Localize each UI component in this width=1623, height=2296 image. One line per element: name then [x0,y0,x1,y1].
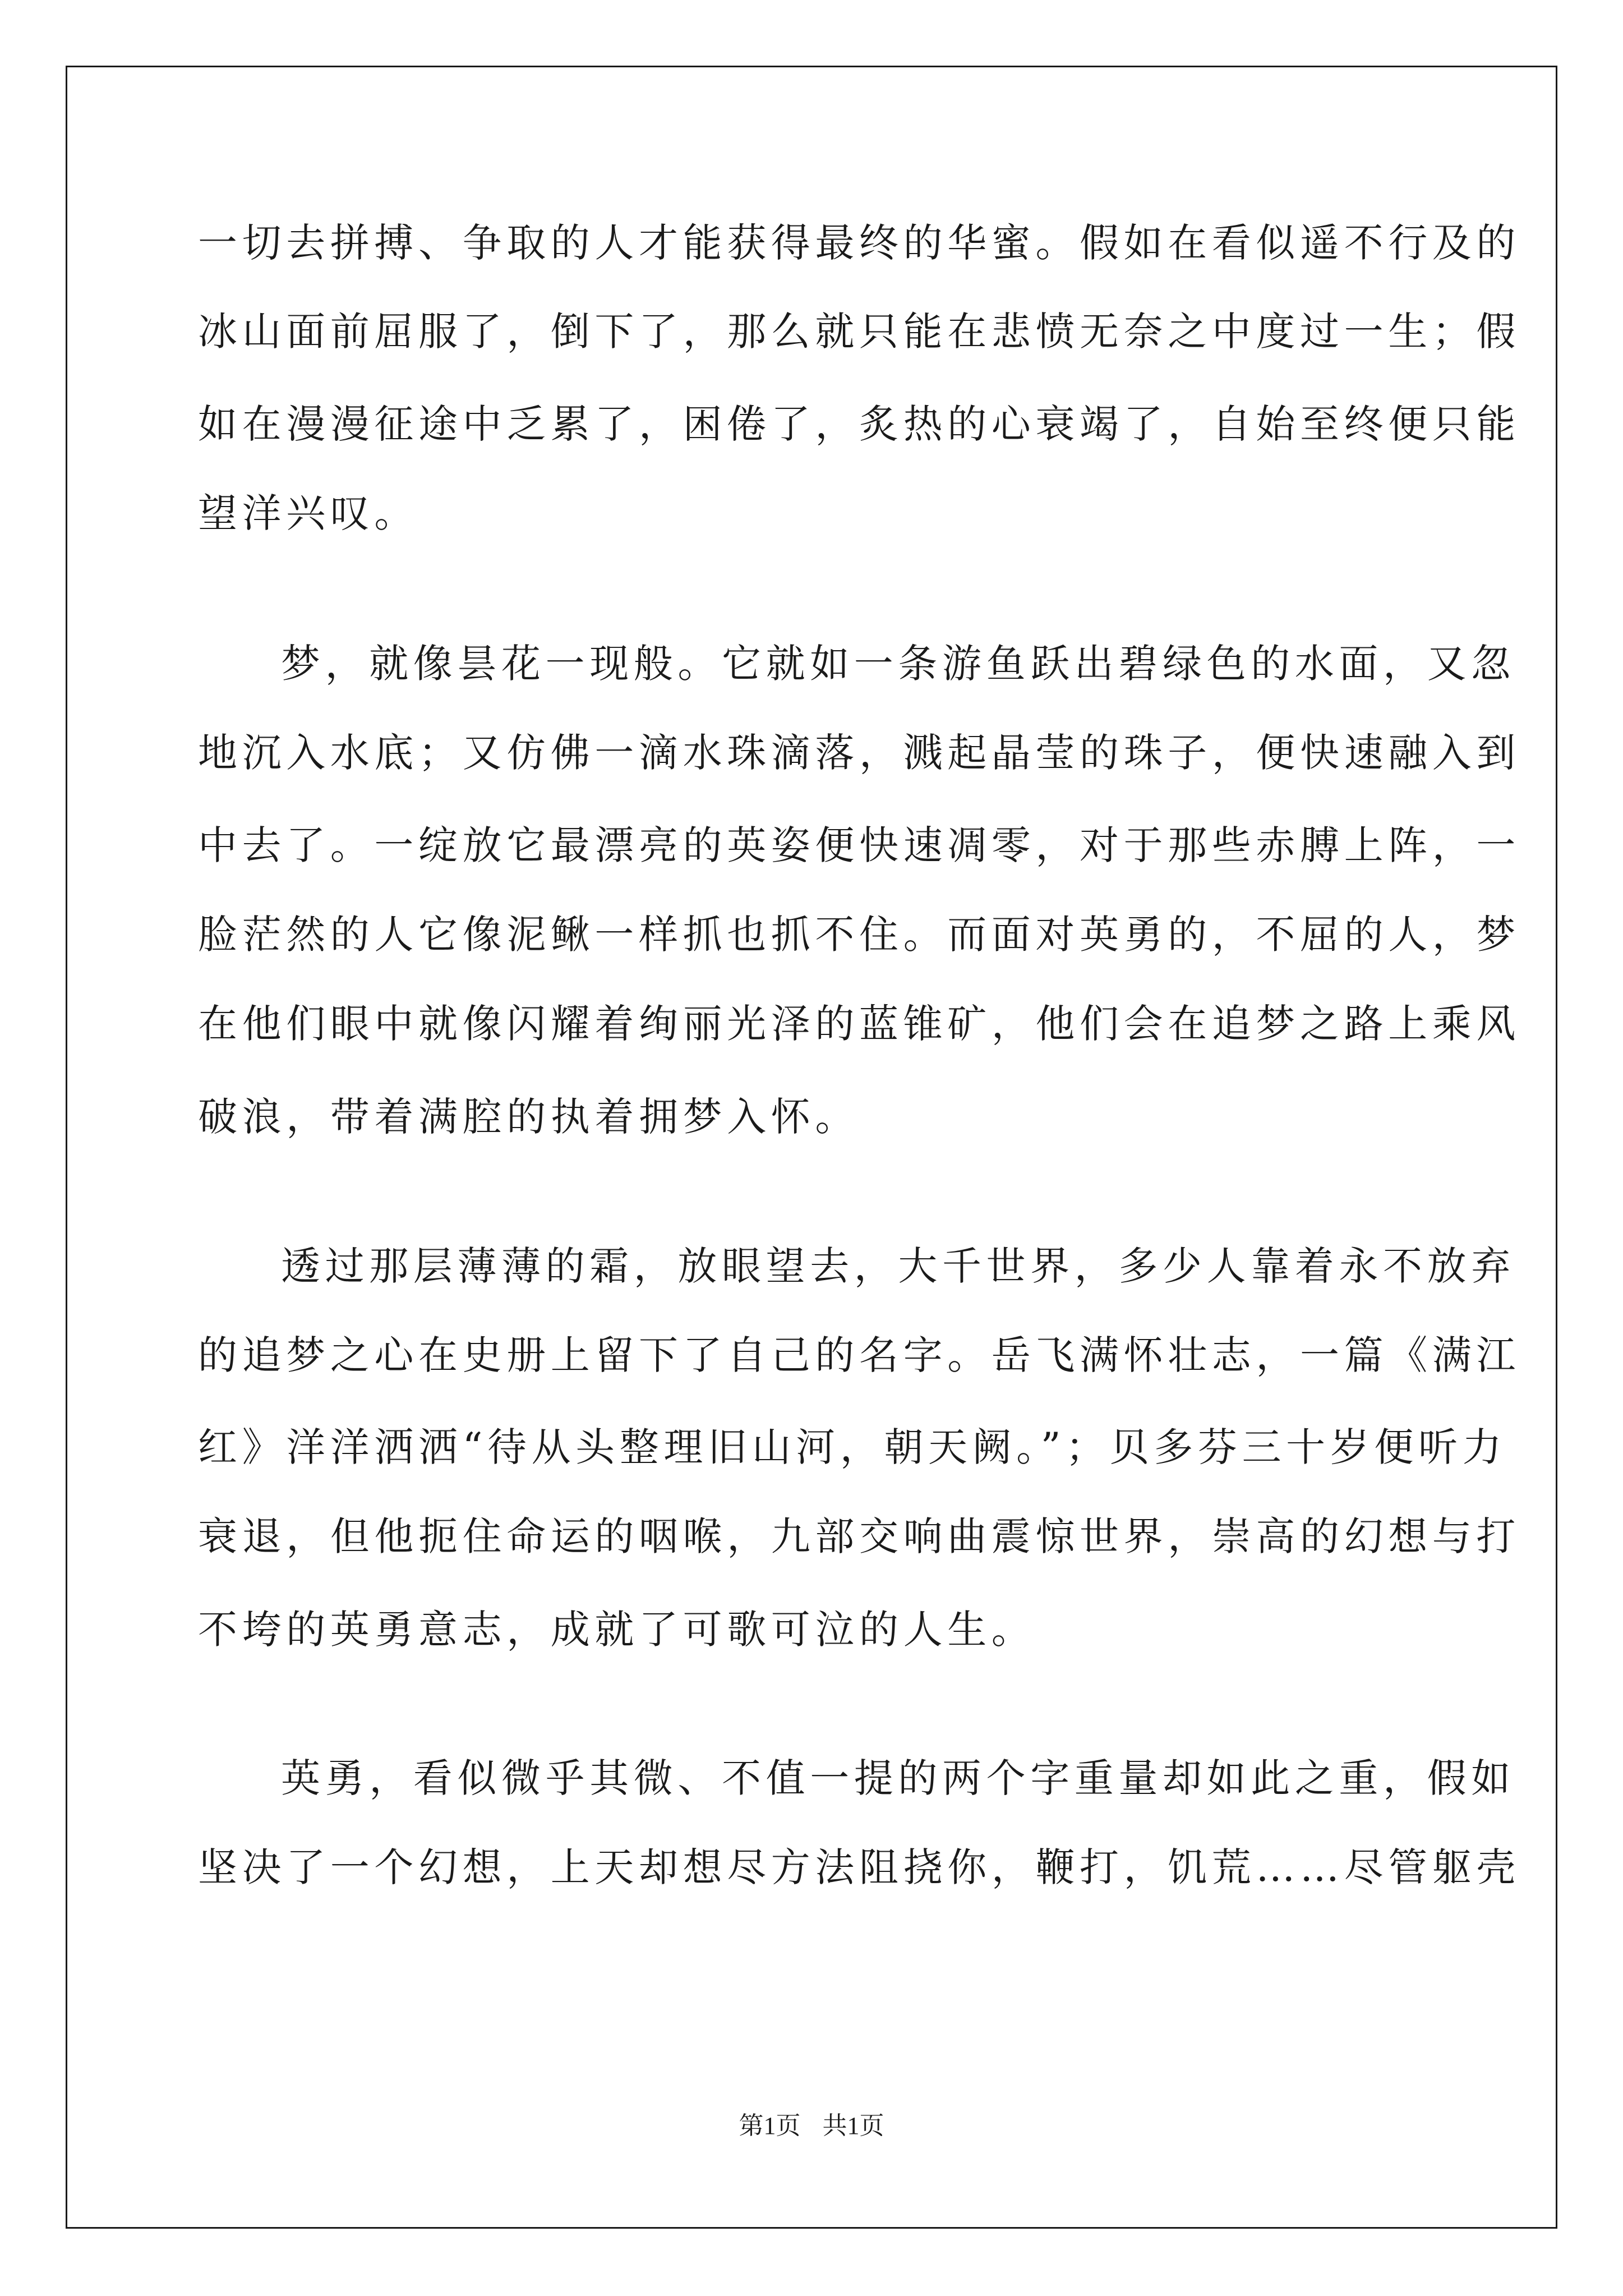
text-line: 不垮的英勇意志，成就了可歌可泣的人生。 [198,1607,1036,1653]
text-line: 透过那层薄薄的霜，放眼望去，大千世界，多少人靠着永不放弃 [281,1243,1515,1289]
text-line: 一切去拼搏、争取的人才能获得最终的华蜜。假如在看似遥不行及的 [198,220,1520,266]
text-line: 的追梦之心在史册上留下了自己的名字。岳飞满怀壮志，一篇《满江 [198,1332,1520,1378]
text-line: 在他们眼中就像闪耀着绚丽光泽的蓝锥矿，他们会在追梦之路上乘风 [198,1001,1520,1047]
text-line: 坚决了一个幻想，上天却想尽方法阻挠你，鞭打，饥荒……尽管躯壳 [198,1844,1520,1890]
page-border [66,66,1557,2229]
text-line: 衰退，但他扼住命运的咽喉，九部交响曲震惊世界，崇高的幻想与打 [198,1513,1520,1559]
page-footer [0,2109,1623,2143]
text-line: 中去了。一绽放它最漂亮的英姿便快速凋零，对于那些赤膊上阵，一 [198,822,1520,868]
page-count: 共1页 [822,2112,884,2139]
text-line: 英勇，看似微乎其微、不值一提的两个字重量却如此之重，假如 [281,1755,1515,1801]
text-line: 冰山面前屈服了，倒下了，那么就只能在悲愤无奈之中度过一生；假 [198,309,1520,355]
text-line: 破浪，带着满腔的执着拥梦入怀。 [198,1094,859,1140]
text-line: 如在漫漫征途中乏累了，困倦了，炙热的心衰竭了，自始至终便只能 [198,401,1520,447]
page-number: 第1页 [739,2112,801,2139]
text-line: 望洋兴叹。 [198,490,418,536]
text-line: 地沉入水底；又仿佛一滴水珠滴落，溅起晶莹的珠子，便快速融入到 [198,730,1520,776]
text-line: 脸茫然的人它像泥鳅一样抓也抓不住。而面对英勇的，不屈的人，梦 [198,912,1520,958]
text-line: 梦，就像昙花一现般。它就如一条游鱼跃出碧绿色的水面，又忽 [281,641,1515,687]
text-line: 红》洋洋洒洒“待从头整理旧山河，朝天阙。”；贝多芬三十岁便听力 [198,1424,1507,1470]
